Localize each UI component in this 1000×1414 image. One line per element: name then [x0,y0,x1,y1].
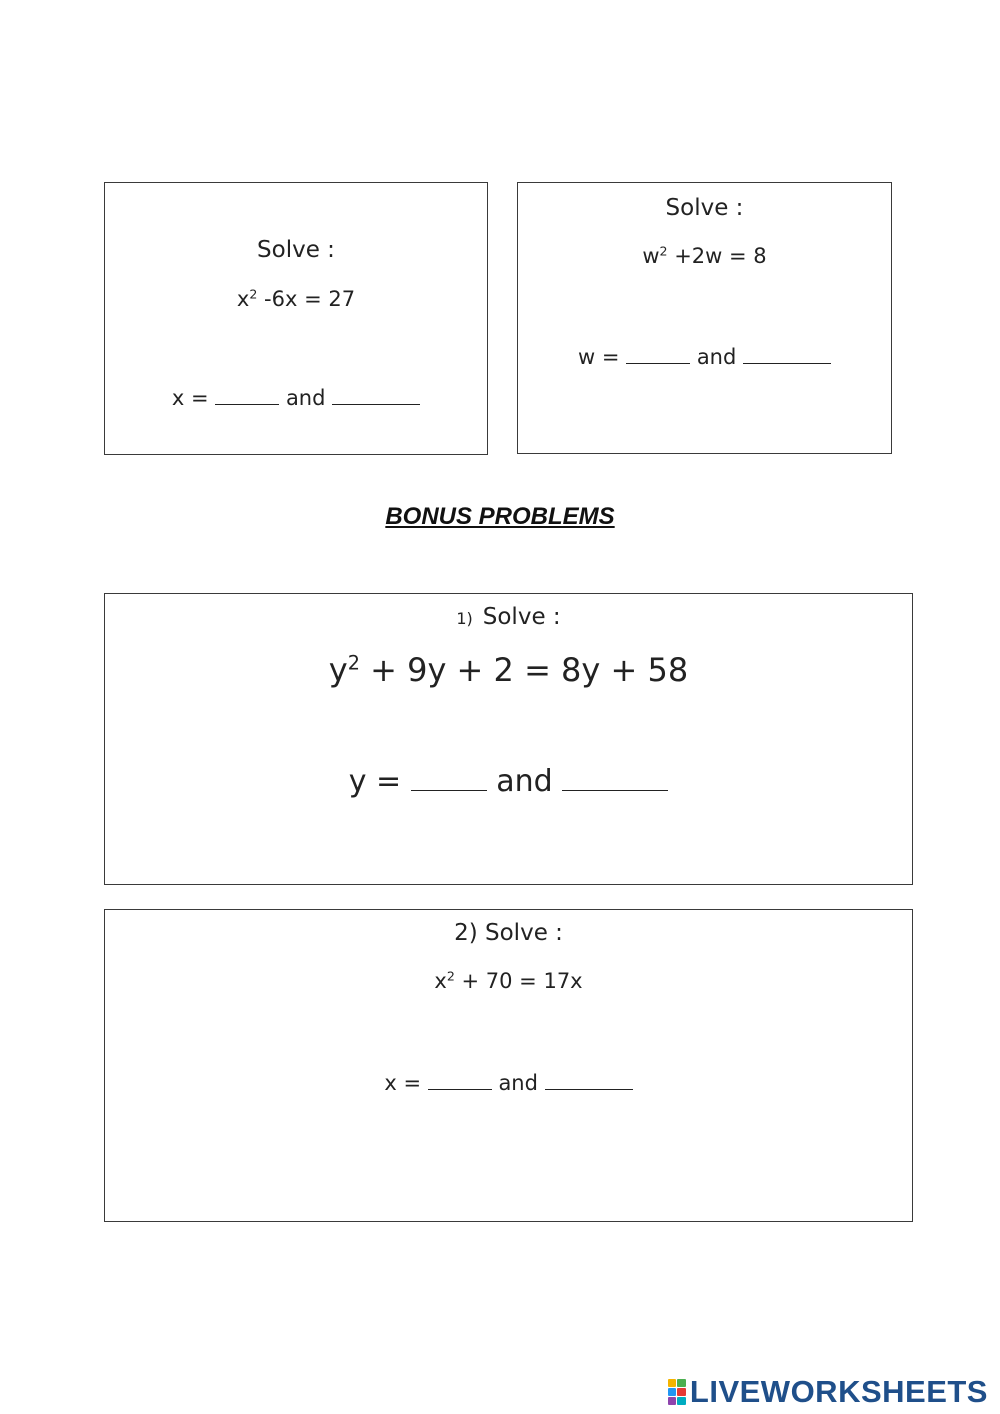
answer-blank-1[interactable] [215,385,279,405]
bonus-1-equation: $y^2 + 9y + 2 = 8y + 58$ [328,651,689,689]
liveworksheets-logo [668,1374,988,1410]
bonus-2-equation: $x^2 + 70 = 17x$ [434,968,583,993]
mark-cell [668,1379,677,1387]
brand-name: LIVEWORKSHEETS [689,1374,988,1409]
problem-card-2 [517,182,892,454]
problem-2-answer: w = and [518,344,891,368]
mark-cell [677,1397,686,1405]
liveworksheets-mark-icon [668,1379,686,1405]
bonus-1-answer: y = and [105,763,912,797]
mark-cell [677,1379,686,1387]
bonus-1-number: 1) [456,609,473,628]
answer-blank-1[interactable] [428,1070,492,1090]
problem-1-equation: $x^2$ -6x = 27 [236,286,356,311]
bonus-problem-card-2 [104,909,913,1222]
bonus-1-label: 1) Solve : [456,604,561,630]
answer-blank-1[interactable] [411,763,487,791]
problem-2-equation: $w^2 +2w = 8$ [642,243,767,268]
problem-1-answer: x = and [105,385,487,409]
bonus-2-answer: x = and [105,1070,912,1094]
mark-cell [677,1388,686,1396]
answer-blank-1[interactable] [626,344,690,364]
answer-blank-2[interactable] [332,385,420,405]
problem-card-1 [104,182,488,455]
answer-blank-2[interactable] [545,1070,633,1090]
problem-1-label: Solve : [257,237,335,263]
bonus-2-label: 2) Solve : [454,920,563,946]
bonus-problem-card-1 [104,593,913,885]
bonus-heading: BONUS PROBLEMS [385,503,615,530]
problem-2-label: Solve : [665,195,744,221]
answer-blank-2[interactable] [562,763,668,791]
answer-blank-2[interactable] [743,344,831,364]
mark-cell [668,1388,677,1396]
mark-cell [668,1397,677,1405]
